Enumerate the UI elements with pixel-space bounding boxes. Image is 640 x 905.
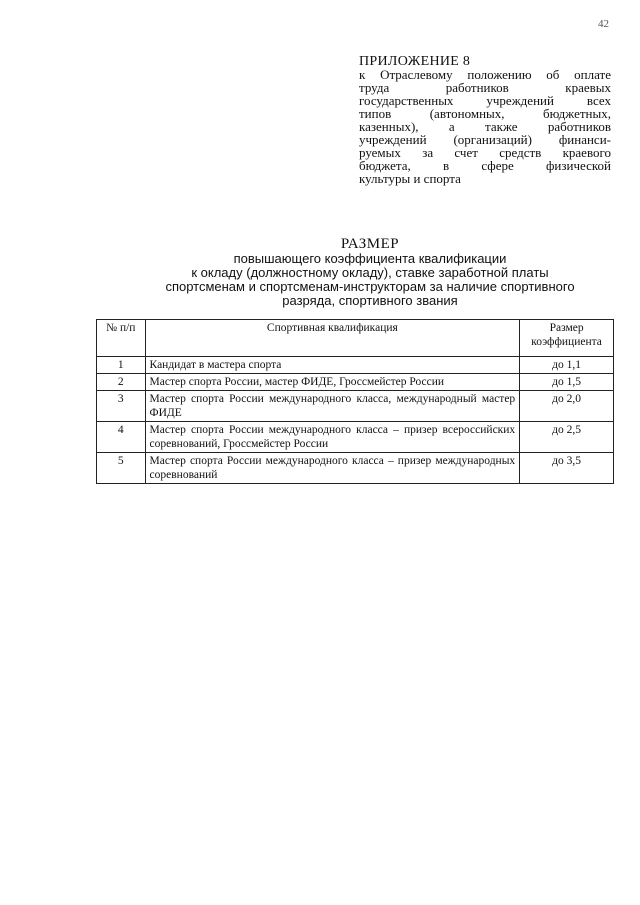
appendix-line: культуры и спорта xyxy=(359,171,461,186)
table-row xyxy=(97,357,614,374)
row-number: 4 xyxy=(97,422,146,453)
row-number: 2 xyxy=(97,374,146,391)
appendix-line: казенных), а также работников xyxy=(359,119,611,134)
table-row xyxy=(97,374,614,391)
header-qualification: Спортивная квалификация xyxy=(145,320,520,357)
row-qualification: Мастер спорта России международного класса, международный мастер ФИДЕ xyxy=(145,391,520,422)
row-coefficient: до 1,5 xyxy=(520,374,614,391)
document-subtitle-line: разряда, спортивного звания xyxy=(282,293,458,308)
header-number: № п/п xyxy=(97,320,146,357)
document-subtitle-line: повышающего коэффициента квалификации xyxy=(233,251,507,266)
document-subtitle-line: спортсменам и спортсменам-инструкторам за наличие спортивного xyxy=(165,279,575,294)
row-coefficient: до 2,5 xyxy=(520,422,614,453)
table-row xyxy=(97,453,614,484)
appendix-block xyxy=(359,55,611,185)
row-number: 3 xyxy=(97,391,146,422)
row-coefficient: до 3,5 xyxy=(520,453,614,484)
coefficient-table xyxy=(96,319,614,484)
table-row xyxy=(97,391,614,422)
document-heading xyxy=(120,236,620,308)
row-number: 1 xyxy=(97,357,146,374)
appendix-line: бюджета, в сфере физической xyxy=(359,158,611,173)
row-qualification: Мастер спорта России международного класса – призер международных соревнований xyxy=(145,453,520,484)
appendix-line: учреждений (организаций) финанси- xyxy=(359,132,611,147)
appendix-line: труда работников краевых xyxy=(359,80,611,95)
appendix-title: ПРИЛОЖЕНИЕ 8 xyxy=(359,54,471,69)
row-qualification: Мастер спорта России, мастер ФИДЕ, Гроссмейстер России xyxy=(145,374,520,391)
row-coefficient: до 2,0 xyxy=(520,391,614,422)
row-qualification: Мастер спорта России международного класса – призер всероссийских соревнований, Гроссмейстер России xyxy=(145,422,520,453)
table-header-row xyxy=(97,320,614,357)
header-coefficient: Размер коэффициента xyxy=(520,320,614,357)
row-number: 5 xyxy=(97,453,146,484)
document-subtitle-line: к окладу (должностному окладу), ставке заработной платы xyxy=(191,265,549,280)
appendix-line: к Отраслевому положению об оплате xyxy=(359,67,611,82)
document-title: РАЗМЕР xyxy=(340,236,400,252)
table-row xyxy=(97,422,614,453)
appendix-line: государственных учреждений всех xyxy=(359,93,611,108)
row-qualification: Кандидат в мастера спорта xyxy=(145,357,520,374)
row-coefficient: до 1,1 xyxy=(520,357,614,374)
appendix-line: типов (автономных, бюджетных, xyxy=(359,106,611,121)
page-number: 42 xyxy=(598,18,609,30)
appendix-line: руемых за счет средств краевого xyxy=(359,145,611,160)
